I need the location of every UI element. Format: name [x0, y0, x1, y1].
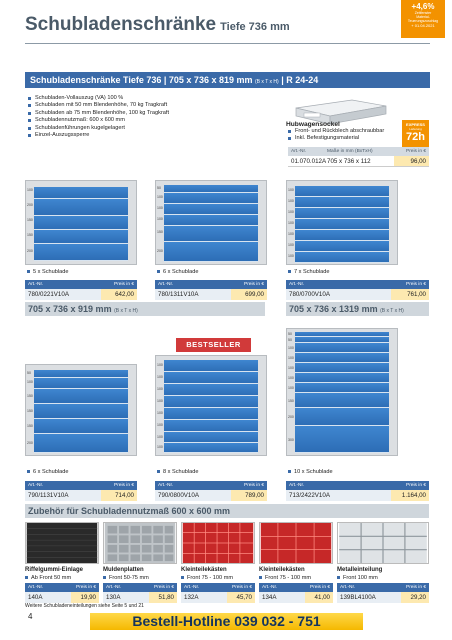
price: 761,00 — [391, 289, 429, 300]
price-table-header — [155, 481, 267, 490]
col-dims: Maße in mm (BxTxH) — [327, 149, 373, 154]
cabinet-8-drawers — [155, 355, 267, 456]
col-price: Preis in € — [406, 483, 426, 488]
price-table-row — [181, 592, 255, 603]
drawer-height-label: 100 — [288, 366, 294, 370]
drawer — [164, 360, 258, 372]
drawer — [164, 384, 258, 396]
drawer-height-label: 50 — [157, 186, 161, 190]
article-number: 140A — [28, 594, 43, 601]
express-sub: Lieferung — [409, 127, 422, 131]
accessory-price-table — [181, 583, 255, 603]
drawer-height-label: 300 — [288, 438, 294, 442]
drawer — [34, 187, 128, 199]
drawer — [164, 396, 258, 408]
drawer-height-label: 100 — [157, 399, 163, 403]
drawer-height-label: 100 — [157, 217, 163, 221]
rubber-mat-image — [25, 522, 99, 564]
accessory-price-table — [25, 583, 99, 603]
drawer — [295, 373, 389, 383]
col-artnr: Art.-Nr. — [184, 585, 200, 590]
drawer-height-label: 150 — [157, 230, 163, 234]
metal-divider-image — [337, 522, 429, 564]
price-table-header — [103, 583, 177, 592]
price-table-header — [155, 280, 267, 289]
badge-line2: Material- — [416, 15, 430, 19]
drawer — [164, 432, 258, 443]
feature-item: Schubladen mit 50 mm Blendenhöhe, 70 kg Tragkraft — [28, 102, 169, 109]
feature-item: Schubladen ab 75 mm Blendenhöhe, 100 kg Tragkraft — [28, 110, 169, 117]
col-artnr: Art.-Nr. — [158, 282, 174, 287]
drawer — [164, 408, 258, 420]
col-price: Preis in € — [154, 585, 174, 590]
product-caption: 6 x Schublade — [27, 469, 68, 475]
drawer — [164, 215, 258, 226]
accessory-title: Kleinteilekästen — [259, 567, 305, 573]
drawer-height-label: 100 — [157, 206, 163, 210]
drawer — [34, 216, 128, 230]
cabinet-6-drawers — [155, 180, 267, 265]
drawer — [164, 226, 258, 242]
article-number: 790/0800V10A — [158, 492, 199, 499]
sockel-feature: Inkl. Befestigungsmaterial — [288, 135, 384, 142]
drawer-height-label: 100 — [288, 356, 294, 360]
drawer-height-label: 150 — [27, 394, 33, 398]
price-table-row — [286, 490, 429, 501]
col-price: Preis in € — [406, 585, 426, 590]
accessory-title: Riffelgummi-Einlage — [25, 567, 84, 573]
drawer — [295, 353, 389, 363]
col-artnr: Art.-Nr. — [158, 483, 174, 488]
feature-item: Schubladenführungen kugelgelagert — [28, 125, 169, 132]
product-caption: 6 x Schublade — [157, 269, 198, 275]
article-number: 780/1311V10A — [158, 291, 199, 298]
tray-plate-image — [103, 522, 177, 564]
drawer-height-label: 200 — [157, 249, 163, 253]
sockel-price: 96,00 — [394, 156, 429, 166]
drawer — [34, 370, 128, 378]
drawer — [164, 372, 258, 384]
product-caption: 8 x Schublade — [157, 469, 198, 475]
express-label: EXPRESS — [406, 122, 425, 127]
drawer-height-label: 100 — [157, 387, 163, 391]
drawer-height-label: 100 — [288, 221, 294, 225]
price-table-row — [259, 592, 333, 603]
drawer — [295, 219, 389, 230]
article-number: 130A — [106, 594, 121, 601]
product-caption: 10 x Schublade — [288, 469, 333, 475]
col-artnr: Art.-Nr. — [289, 282, 305, 287]
accessory-spec: Front 100 mm — [337, 575, 378, 581]
price-table-row — [25, 592, 99, 603]
cabinet-6-drawers-919 — [25, 364, 137, 456]
drawer-height-label: 200 — [288, 415, 294, 419]
accessory-price-table — [259, 583, 333, 603]
price: 29,20 — [401, 592, 429, 603]
article-number: 780/0700V10A — [289, 291, 330, 298]
price-table-row — [286, 289, 429, 300]
drawer — [164, 204, 258, 215]
drawer — [164, 443, 258, 453]
drawer — [295, 363, 389, 373]
price-table-header — [181, 583, 255, 592]
drawer-height-label: 100 — [27, 380, 33, 384]
sockel-table-row — [288, 156, 429, 167]
sockel-artnr: 01.070.012A — [291, 157, 327, 165]
price-table-header — [337, 583, 429, 592]
price-table-header — [25, 481, 137, 490]
col-artnr: Art.-Nr. — [291, 149, 307, 154]
drawer — [164, 193, 258, 204]
accessory-title: Kleinteilekästen — [181, 567, 227, 573]
sockel-table — [288, 147, 429, 167]
page-title-text: Schubladenschränke — [25, 14, 217, 35]
accessory-spec: Ab Front 50 mm — [25, 575, 71, 581]
drawer — [295, 186, 389, 197]
col-price: Preis in € — [114, 483, 134, 488]
accessory-spec: Front 75 - 100 mm — [259, 575, 311, 581]
col-price: Preis in € — [76, 585, 96, 590]
drawer-height-label: 150 — [27, 409, 33, 413]
drawer-height-label: 100 — [288, 386, 294, 390]
price-table-header — [25, 280, 137, 289]
article-number: 790/1131V10A — [28, 492, 69, 499]
col-artnr: Art.-Nr. — [28, 483, 44, 488]
accessory-price-table — [103, 583, 177, 603]
feature-item: Schubladennutzmaß: 600 x 600 mm — [28, 117, 169, 124]
accessories-note: Weitere Schubladeneinteilungen siehe Seite 5 und 21 — [25, 603, 144, 609]
drawer-height-label: 100 — [157, 445, 163, 449]
accessory-title: Metalleinteilung — [337, 567, 383, 573]
product-caption: 7 x Schublade — [288, 269, 329, 275]
col-artnr: Art.-Nr. — [340, 585, 356, 590]
drawer — [295, 426, 389, 453]
drawer — [295, 197, 389, 208]
col-artnr: Art.-Nr. — [28, 282, 44, 287]
section-unit: (B x T x H) — [114, 308, 138, 314]
drawer — [164, 420, 258, 432]
feature-list — [28, 95, 169, 139]
sockel-title: Hubwagensockel — [286, 121, 340, 128]
price-table-row — [155, 289, 267, 300]
price: 19,90 — [71, 592, 99, 603]
accessory-price-table — [337, 583, 429, 603]
badge-line3: Teuerungszuschlag — [407, 19, 439, 23]
drawer — [34, 199, 128, 216]
sockel-feature: Front- und Rückblech abschraubbar — [288, 128, 384, 135]
drawer-height-label: 100 — [288, 199, 294, 203]
main-bar-title: Schubladenschränke Tiefe 736 | 705 x 736 x 819 mm — [30, 75, 253, 85]
section-title-text: 705 x 736 x 919 mm — [28, 304, 112, 314]
section-title-text: 705 x 736 x 1319 mm — [289, 304, 378, 314]
price-table-row — [103, 592, 177, 603]
col-price: Preis in € — [244, 282, 264, 287]
feature-item: Einzel-Auszugssperre — [28, 132, 169, 139]
drawer-height-label: 100 — [157, 363, 163, 367]
drawer-height-label: 150 — [27, 218, 33, 222]
price: 1.164,00 — [391, 490, 429, 501]
price: 45,70 — [227, 592, 255, 603]
drawer-height-label: 100 — [157, 375, 163, 379]
badge-percent: +4,6% — [411, 2, 435, 11]
drawer — [34, 230, 128, 244]
drawer — [295, 241, 389, 252]
section-unit: (B x T x H) — [380, 308, 404, 314]
price-table — [155, 280, 267, 300]
main-section-bar — [25, 72, 430, 88]
drawer — [295, 343, 389, 353]
accessory-spec: Front 75 - 100 mm — [181, 575, 233, 581]
drawer — [34, 244, 128, 261]
col-price: Preis in € — [114, 282, 134, 287]
price-table — [155, 481, 267, 501]
surcharge-badge — [401, 0, 445, 38]
drawer — [295, 393, 389, 408]
drawer-height-label: 100 — [288, 188, 294, 192]
cabinet-10-drawers — [286, 328, 398, 456]
price: 714,00 — [101, 490, 137, 501]
drawer-height-label: 100 — [157, 411, 163, 415]
drawer — [34, 378, 128, 389]
price-table-row — [25, 289, 137, 300]
col-artnr: Art.-Nr. — [28, 585, 44, 590]
drawer-height-label: 100 — [157, 195, 163, 199]
drawer-height-label: 100 — [27, 188, 33, 192]
drawer-height-label: 50 — [27, 371, 31, 375]
small-parts-box-image-1 — [181, 522, 255, 564]
col-price: Preis in € — [310, 585, 330, 590]
price-table-header — [259, 583, 333, 592]
drawer-height-label: 100 — [288, 243, 294, 247]
drawer — [295, 230, 389, 241]
article-number: 134A — [262, 594, 277, 601]
price: 699,00 — [231, 289, 267, 300]
article-number: 713/2422V10A — [289, 492, 330, 499]
main-bar-unit: (B x T x H) — [255, 79, 279, 85]
drawer-height-label: 50 — [288, 338, 292, 342]
drawer — [295, 252, 389, 263]
price-table — [25, 481, 137, 501]
product-caption: 5 x Schublade — [27, 269, 68, 275]
sockel-features — [288, 128, 384, 143]
drawer — [34, 389, 128, 404]
col-artnr: Art.-Nr. — [289, 483, 305, 488]
drawer-height-label: 100 — [288, 254, 294, 258]
drawer — [34, 419, 128, 434]
badge-line1: Zeitfenster — [414, 11, 432, 15]
article-number: 132A — [184, 594, 199, 601]
drawer-height-label: 100 — [157, 423, 163, 427]
col-artnr: Art.-Nr. — [106, 585, 122, 590]
price-table-row — [25, 490, 137, 501]
drawer-height-label: 100 — [288, 210, 294, 214]
page-subtitle: Tiefe 736 mm — [220, 21, 290, 33]
bestseller-badge: BESTSELLER — [176, 338, 251, 352]
price-table — [286, 280, 429, 300]
drawer — [295, 408, 389, 426]
drawer — [164, 185, 258, 193]
drawer-height-label: 150 — [27, 424, 33, 428]
drawer-height-label: 100 — [288, 376, 294, 380]
drawer-height-label: 200 — [27, 203, 33, 207]
col-price: Preis in € — [232, 585, 252, 590]
price-table-header — [286, 280, 429, 289]
drawer-height-label: 150 — [27, 233, 33, 237]
sockel-table-header — [288, 147, 429, 156]
page-number: 4 — [28, 612, 33, 621]
express-badge — [402, 120, 429, 147]
badge-date: + 01.04.2021 — [411, 23, 435, 28]
drawer — [34, 434, 128, 453]
small-parts-box-image-2 — [259, 522, 333, 564]
section-title-919 — [28, 304, 138, 314]
drawer-height-label: 200 — [27, 441, 33, 445]
article-number: 780/0221V10A — [28, 291, 69, 298]
drawer-height-label: 200 — [27, 249, 33, 253]
feature-item: Schubladen-Vollauszug (VA) 100 % — [28, 95, 169, 102]
drawer — [164, 242, 258, 262]
section-title-1319 — [289, 304, 404, 314]
drawer — [34, 404, 128, 419]
col-price: Preis in € — [406, 149, 426, 154]
price-table — [25, 280, 137, 300]
article-number: 139BL4100A — [340, 594, 376, 601]
col-artnr: Art.-Nr. — [262, 585, 278, 590]
col-price: Preis in € — [406, 282, 426, 287]
price: 789,00 — [231, 490, 267, 501]
price-table-row — [155, 490, 267, 501]
price-table-row — [337, 592, 429, 603]
header-rule — [25, 43, 430, 44]
cabinet-7-drawers — [286, 180, 398, 265]
price: 41,00 — [305, 592, 333, 603]
express-time: 72h — [406, 131, 425, 143]
page-title — [25, 14, 290, 36]
drawer-height-label: 100 — [288, 232, 294, 236]
sockel-dims: 705 x 736 x 112 — [327, 157, 371, 165]
drawer-height-label: 50 — [288, 332, 292, 336]
price-table-header — [286, 481, 429, 490]
cabinet-5-drawers — [25, 180, 137, 265]
price-table-header — [25, 583, 99, 592]
price: 642,00 — [101, 289, 137, 300]
drawer — [295, 208, 389, 219]
drawer-height-label: 150 — [288, 399, 294, 403]
drawer — [295, 383, 389, 393]
drawer-height-label: 100 — [157, 435, 163, 439]
accessory-spec: Front 50-75 mm — [103, 575, 149, 581]
col-price: Preis in € — [244, 483, 264, 488]
price-table — [286, 481, 429, 501]
drawer-height-label: 100 — [288, 346, 294, 350]
main-bar-code: | R 24-24 — [281, 75, 319, 85]
accessories-title: Zubehör für Schubladennutzmaß 600 x 600 mm — [28, 506, 231, 516]
order-hotline-banner[interactable]: Bestell-Hotline 039 032 - 751 — [90, 613, 363, 630]
accessory-title: Muldenplatten — [103, 567, 144, 573]
price: 51,80 — [149, 592, 177, 603]
